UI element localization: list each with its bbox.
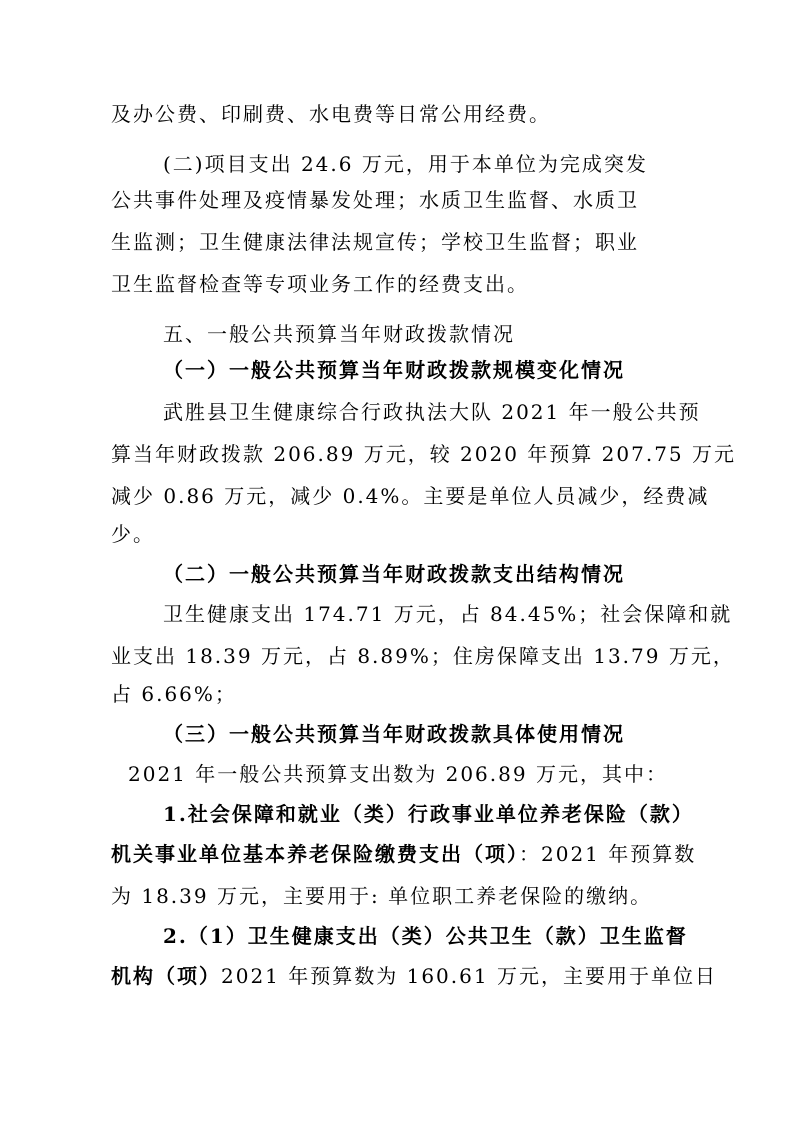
text-line-mixed	[0, 962, 793, 990]
section-heading: 五、一般公共预算当年财政拨款情况	[163, 322, 515, 346]
text-line: 算当年财政拨款 206.89 万元，较 2020 年预算 207.75 万元	[111, 442, 737, 466]
text-line: 1.社会保障和就业（类）行政事业单位养老保险（款）	[163, 802, 694, 826]
text-line: 减少 0.86 万元，减少 0.4%。主要是单位人员减少，经费减	[111, 484, 710, 508]
item-label-bold: 机关事业单位基本养老保险缴费支出（项）	[111, 842, 519, 866]
text-line: 为 18.39 万元，主要用于: 单位职工养老保险的缴纳。	[111, 884, 653, 908]
text-line: 卫生监督检查等专项业务工作的经费支出。	[111, 272, 529, 296]
item-label-bold: 机构（项）	[111, 964, 221, 988]
subsection-heading: （三）一般公共预算当年财政拨款具体使用情况	[163, 722, 625, 746]
text-line: 2.（1）卫生健康支出（类）公共卫生（款）卫生监督	[163, 924, 688, 948]
subsection-heading: （一）一般公共预算当年财政拨款规模变化情况	[163, 358, 625, 382]
text-line: 卫生健康支出 174.71 万元，占 84.45%；社会保障和就	[163, 602, 733, 626]
text-line: 及办公费、印刷费、水电费等日常公用经费。	[111, 102, 551, 126]
subsection-heading: （二）一般公共预算当年财政拨款支出结构情况	[163, 562, 625, 586]
text-line-mixed	[0, 840, 793, 868]
item-value: ：2021 年预算数	[519, 842, 697, 866]
text-line: 少。	[111, 522, 155, 546]
text-line: 生监测；卫生健康法律法规宣传；学校卫生监督；职业	[111, 230, 639, 254]
text-line: 2021 年一般公共预算支出数为 206.89 万元，其中：	[128, 762, 668, 786]
text-line: 业支出 18.39 万元，占 8.89%；住房保障支出 13.79 万元，	[111, 644, 735, 668]
item-value: 2021 年预算数为 160.61 万元，主要用于单位日	[221, 964, 717, 988]
text-line: 武胜县卫生健康综合行政执法大队 2021 年一般公共预	[163, 400, 701, 424]
text-line: 占 6.66%；	[111, 682, 237, 706]
text-line: 公共事件处理及疫情暴发处理；水质卫生监督、水质卫	[111, 188, 639, 212]
text-line: (二)项目支出 24.6 万元，用于本单位为完成突发	[163, 152, 648, 176]
